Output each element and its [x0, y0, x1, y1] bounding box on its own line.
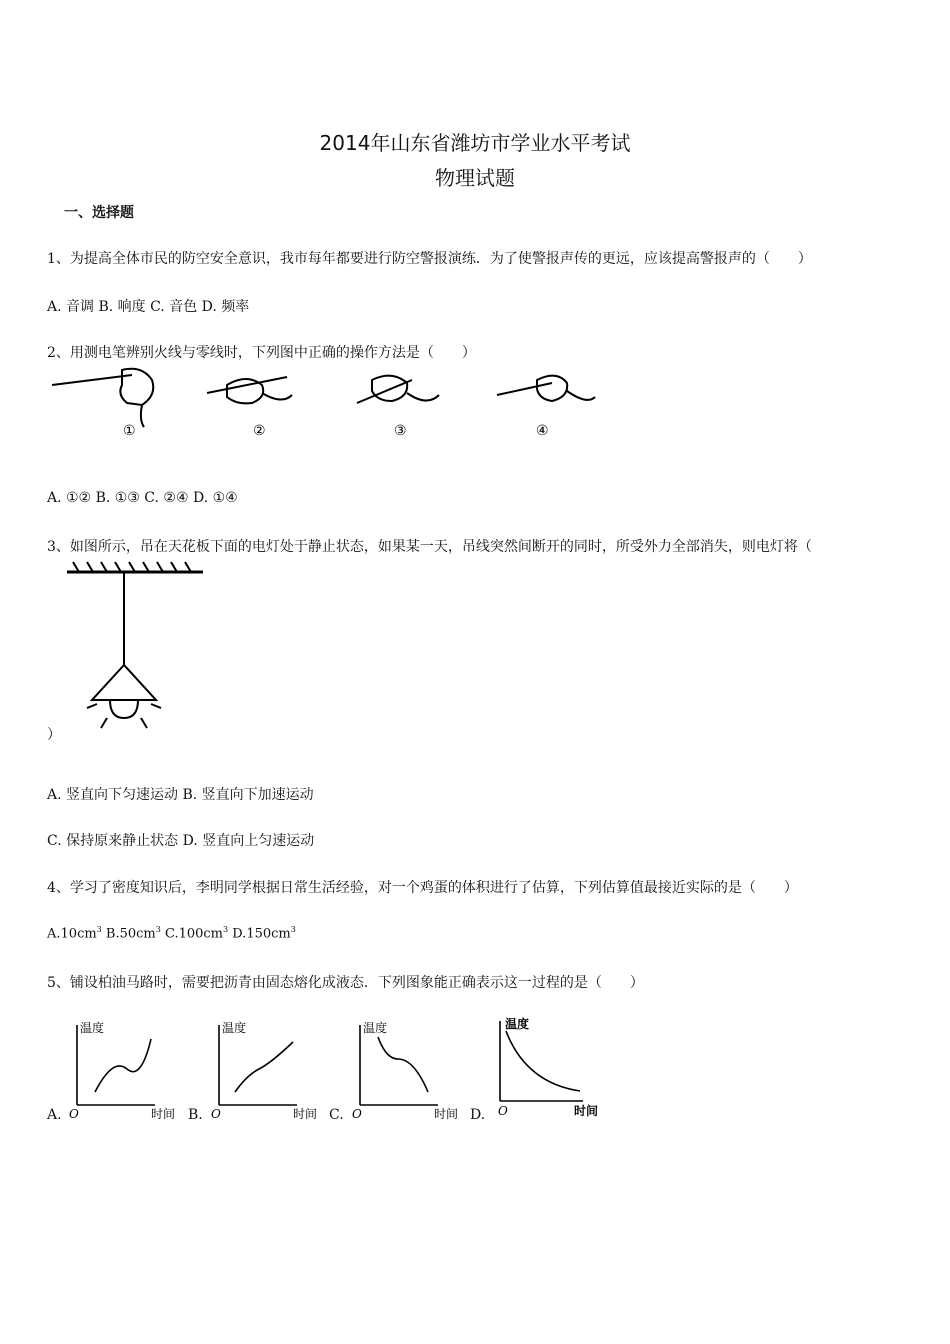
graph-option-a-letter: A. — [47, 1107, 62, 1123]
graph-d — [488, 1013, 610, 1121]
graph-option-b-letter: B. — [188, 1107, 203, 1123]
page-subtitle: 物理试题 — [435, 166, 515, 190]
option-a: A.10cm — [47, 926, 97, 942]
svg-text:时间: 时间 — [293, 1107, 318, 1121]
tester-pen-illustration-3 — [357, 376, 439, 403]
tester-pen-illustration-2 — [207, 377, 292, 403]
option-d: D.150cm — [228, 926, 291, 942]
svg-text:时间: 时间 — [434, 1107, 459, 1121]
question-3-options-1: A. 竖直向下匀速运动 B. 竖直向下加速运动 — [47, 787, 314, 803]
graph-a — [65, 1017, 187, 1122]
question-4-options: $A.10cm^3$ $B.50cm^3$ $C.100cm^3$ $D.150cm^3$ — [47, 925, 296, 942]
question-3-text: 3、如图所示，吊在天花板下面的电灯处于静止状态，如果某一天，吊线突然间断开的同时，所受外力全部消失，则电灯将（ — [47, 539, 812, 555]
figure-label-1: ① — [123, 423, 136, 439]
svg-text:O: O — [69, 1107, 79, 1121]
question-3-close: ） — [47, 727, 61, 743]
question-1-text: 1、为提高全体市民的防空安全意识，我市每年都要进行防空警报演练．为了使警报声传的更远，应该提高警报声的（ ） — [47, 251, 812, 267]
question-1-options: A. 音调 B. 响度 C. 音色 D. 频率 — [47, 299, 250, 315]
question-2-text: 2、用测电笔辨别火线与零线时，下列图中正确的操作方法是（ ） — [47, 345, 476, 361]
svg-text:温度: 温度 — [505, 1017, 530, 1031]
svg-text:时间: 时间 — [151, 1107, 176, 1121]
question-2-options: A. ①② B. ①③ C. ②④ D. ①④ — [47, 490, 238, 506]
figure-label-2: ② — [253, 423, 266, 439]
svg-text:温度: 温度 — [222, 1021, 247, 1035]
option-c: C.100cm — [160, 926, 223, 942]
svg-text:温度: 温度 — [80, 1021, 105, 1035]
question-4-text: 4、学习了密度知识后，李明同学根据日常生活经验，对一个鸡蛋的体积进行了估算，下列估算值最接近实际的是（ ） — [47, 880, 798, 896]
graph-c — [348, 1017, 470, 1122]
page-title: 2014年山东省潍坊市学业水平考试 — [319, 131, 631, 155]
svg-text:O: O — [352, 1107, 362, 1121]
tester-pen-illustration-1 — [52, 369, 153, 427]
hanging-lamp-figure — [65, 560, 205, 740]
option-b: B.50cm — [101, 926, 156, 942]
graph-option-d-letter: D. — [470, 1107, 486, 1123]
tester-pen-illustration-4 — [497, 376, 595, 401]
graph-b — [207, 1017, 329, 1122]
figure-label-4: ④ — [536, 423, 549, 439]
svg-text:温度: 温度 — [363, 1021, 388, 1035]
tester-pen-figure — [47, 365, 597, 445]
graph-option-c-letter: C. — [329, 1107, 344, 1123]
svg-text:时间: 时间 — [574, 1104, 599, 1118]
svg-text:O: O — [498, 1104, 508, 1118]
svg-text:O: O — [211, 1107, 221, 1121]
question-3-options-2: C. 保持原来静止状态 D. 竖直向上匀速运动 — [47, 833, 315, 849]
question-5-text: 5、铺设柏油马路时，需要把沥青由固态熔化成液态．下列图象能正确表示这一过程的是（ ） — [47, 975, 644, 991]
figure-label-3: ③ — [394, 423, 407, 439]
section-heading: 一、选择题 — [64, 205, 134, 221]
